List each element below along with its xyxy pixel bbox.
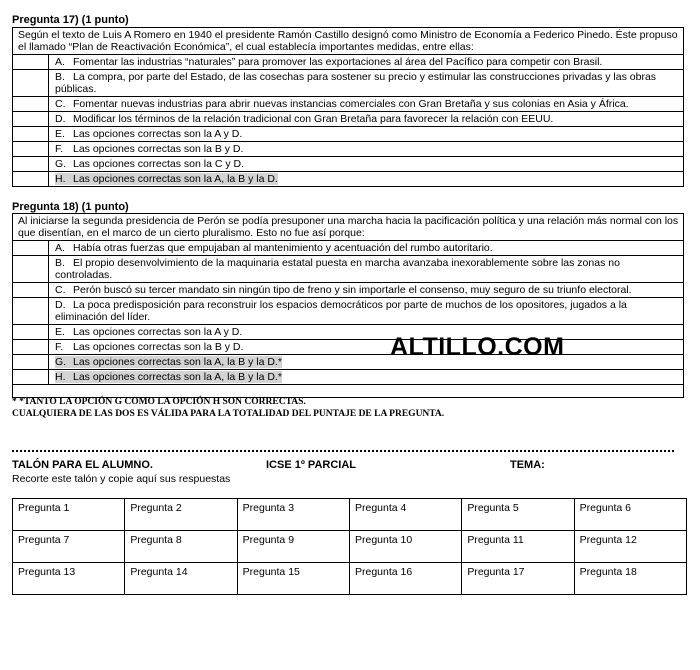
- answer-grid-row: [13, 563, 687, 595]
- answer-cell[interactable]: Pregunta 10: [349, 531, 461, 563]
- talon-instruction: Recorte este talón y copie aquí sus respuestas: [12, 473, 231, 485]
- q18-option-b: B. El propio desenvolvimiento de la maquinaria estatal puesta en marcha avanzaba inexorablemente sobre las zonas no controladas.: [13, 256, 683, 283]
- q17-option-b: B. La compra, por parte del Estado, de las cosechas para sostener su precio y estimular las construcciones privadas y las obras públicas.: [13, 70, 683, 97]
- q17-option-h: H. Las opciones correctas son la A, la B y la D.: [13, 172, 683, 186]
- q18-option-a: A. Había otras fuerzas que empujaban al mantenimiento y acentuación del rumbo autoritario.: [13, 241, 683, 256]
- q18-option-f: F. Las opciones correctas son la B y D.: [13, 340, 683, 355]
- q17-option-e: E. Las opciones correctas son la A y D.: [13, 127, 683, 142]
- q17-option-d: D. Modificar los términos de la relación tradicional con Gran Bretaña para favorecer la relación con EEUU.: [13, 112, 683, 127]
- answer-cell[interactable]: Pregunta 8: [125, 531, 237, 563]
- question-17-box: [12, 27, 684, 187]
- question-18-spacer: [13, 385, 683, 397]
- answer-cell[interactable]: Pregunta 15: [237, 563, 349, 595]
- question-17-stem: Según el texto de Luis A Romero en 1940 el presidente Ramón Castillo designó como Ministro de Economía a Federico Pinedo. Éste propuso el llamado “Plan de Reactivación Económica”, el cual establecía importantes medidas, entre ellas:: [13, 28, 683, 55]
- answer-cell[interactable]: Pregunta 13: [13, 563, 125, 595]
- answer-cell[interactable]: Pregunta 14: [125, 563, 237, 595]
- question-17-title: Pregunta 17) (1 punto): [12, 14, 129, 26]
- answer-cell[interactable]: Pregunta 5: [462, 499, 574, 531]
- q17-option-a: A. Fomentar las industrias “naturales” para promover las exportaciones al área del Pacífico para competir con Brasil.: [13, 55, 683, 70]
- answer-cell[interactable]: Pregunta 7: [13, 531, 125, 563]
- cut-line: [12, 450, 674, 452]
- answer-cell[interactable]: Pregunta 18: [574, 563, 686, 595]
- answer-grid: [12, 498, 687, 595]
- answer-grid-row: [13, 531, 687, 563]
- answer-cell[interactable]: Pregunta 3: [237, 499, 349, 531]
- q17-option-c: C. Fomentar nuevas industrias para abrir nuevas instancias comerciales con Gran Bretaña y sus colonias en Asia y África.: [13, 97, 683, 112]
- answer-note-line-1: * *TANTO LA OPCIÓN G COMO LA OPCIÓN H SON CORRECTAS.: [12, 397, 306, 407]
- question-18-box: [12, 213, 684, 398]
- answer-cell[interactable]: Pregunta 4: [349, 499, 461, 531]
- talon-label: TALÓN PARA EL ALUMNO.: [12, 459, 153, 471]
- answer-cell[interactable]: Pregunta 16: [349, 563, 461, 595]
- answer-grid-row: [13, 499, 687, 531]
- q18-option-h: H. Las opciones correctas son la A, la B y la D.*: [13, 370, 683, 385]
- question-18-title: Pregunta 18) (1 punto): [12, 201, 129, 213]
- answer-cell[interactable]: Pregunta 17: [462, 563, 574, 595]
- q17-option-g: G. Las opciones correctas son la C y D.: [13, 157, 683, 172]
- q18-option-e: E. Las opciones correctas son la A y D.: [13, 325, 683, 340]
- q17-option-f: F. Las opciones correctas son la B y D.: [13, 142, 683, 157]
- watermark: ALTILLO.COM: [390, 333, 565, 361]
- answer-cell[interactable]: Pregunta 12: [574, 531, 686, 563]
- answer-cell[interactable]: Pregunta 2: [125, 499, 237, 531]
- exam-name: ICSE 1º PARCIAL: [266, 459, 356, 471]
- question-18-stem: Al iniciarse la segunda presidencia de Perón se podía presuponer una marcha hacia la pacificación política y una relación más normal con los que disentían, en el marco de un cierto pluralismo. Esto no fue así porque:: [13, 214, 683, 241]
- q18-option-d: D. La poca predisposición para reconstruir los espacios democráticos por parte de muchos de los opositores, jugados a la eliminación del líder.: [13, 298, 683, 325]
- q18-option-c: C. Perón buscó su tercer mandato sin ningún tipo de freno y sin importarle el consenso, muy seguro de su triunfo electoral.: [13, 283, 683, 298]
- answer-note-line-2: CUALQUIERA DE LAS DOS ES VÁLIDA PARA LA TOTALIDAD DEL PUNTAJE DE LA PREGUNTA.: [12, 409, 445, 419]
- answer-cell[interactable]: Pregunta 9: [237, 531, 349, 563]
- tema-label: TEMA:: [510, 459, 545, 471]
- answer-cell[interactable]: Pregunta 1: [13, 499, 125, 531]
- answer-cell[interactable]: Pregunta 11: [462, 531, 574, 563]
- q18-option-g: G. Las opciones correctas son la A, la B y la D.*: [13, 355, 683, 370]
- answer-cell[interactable]: Pregunta 6: [574, 499, 686, 531]
